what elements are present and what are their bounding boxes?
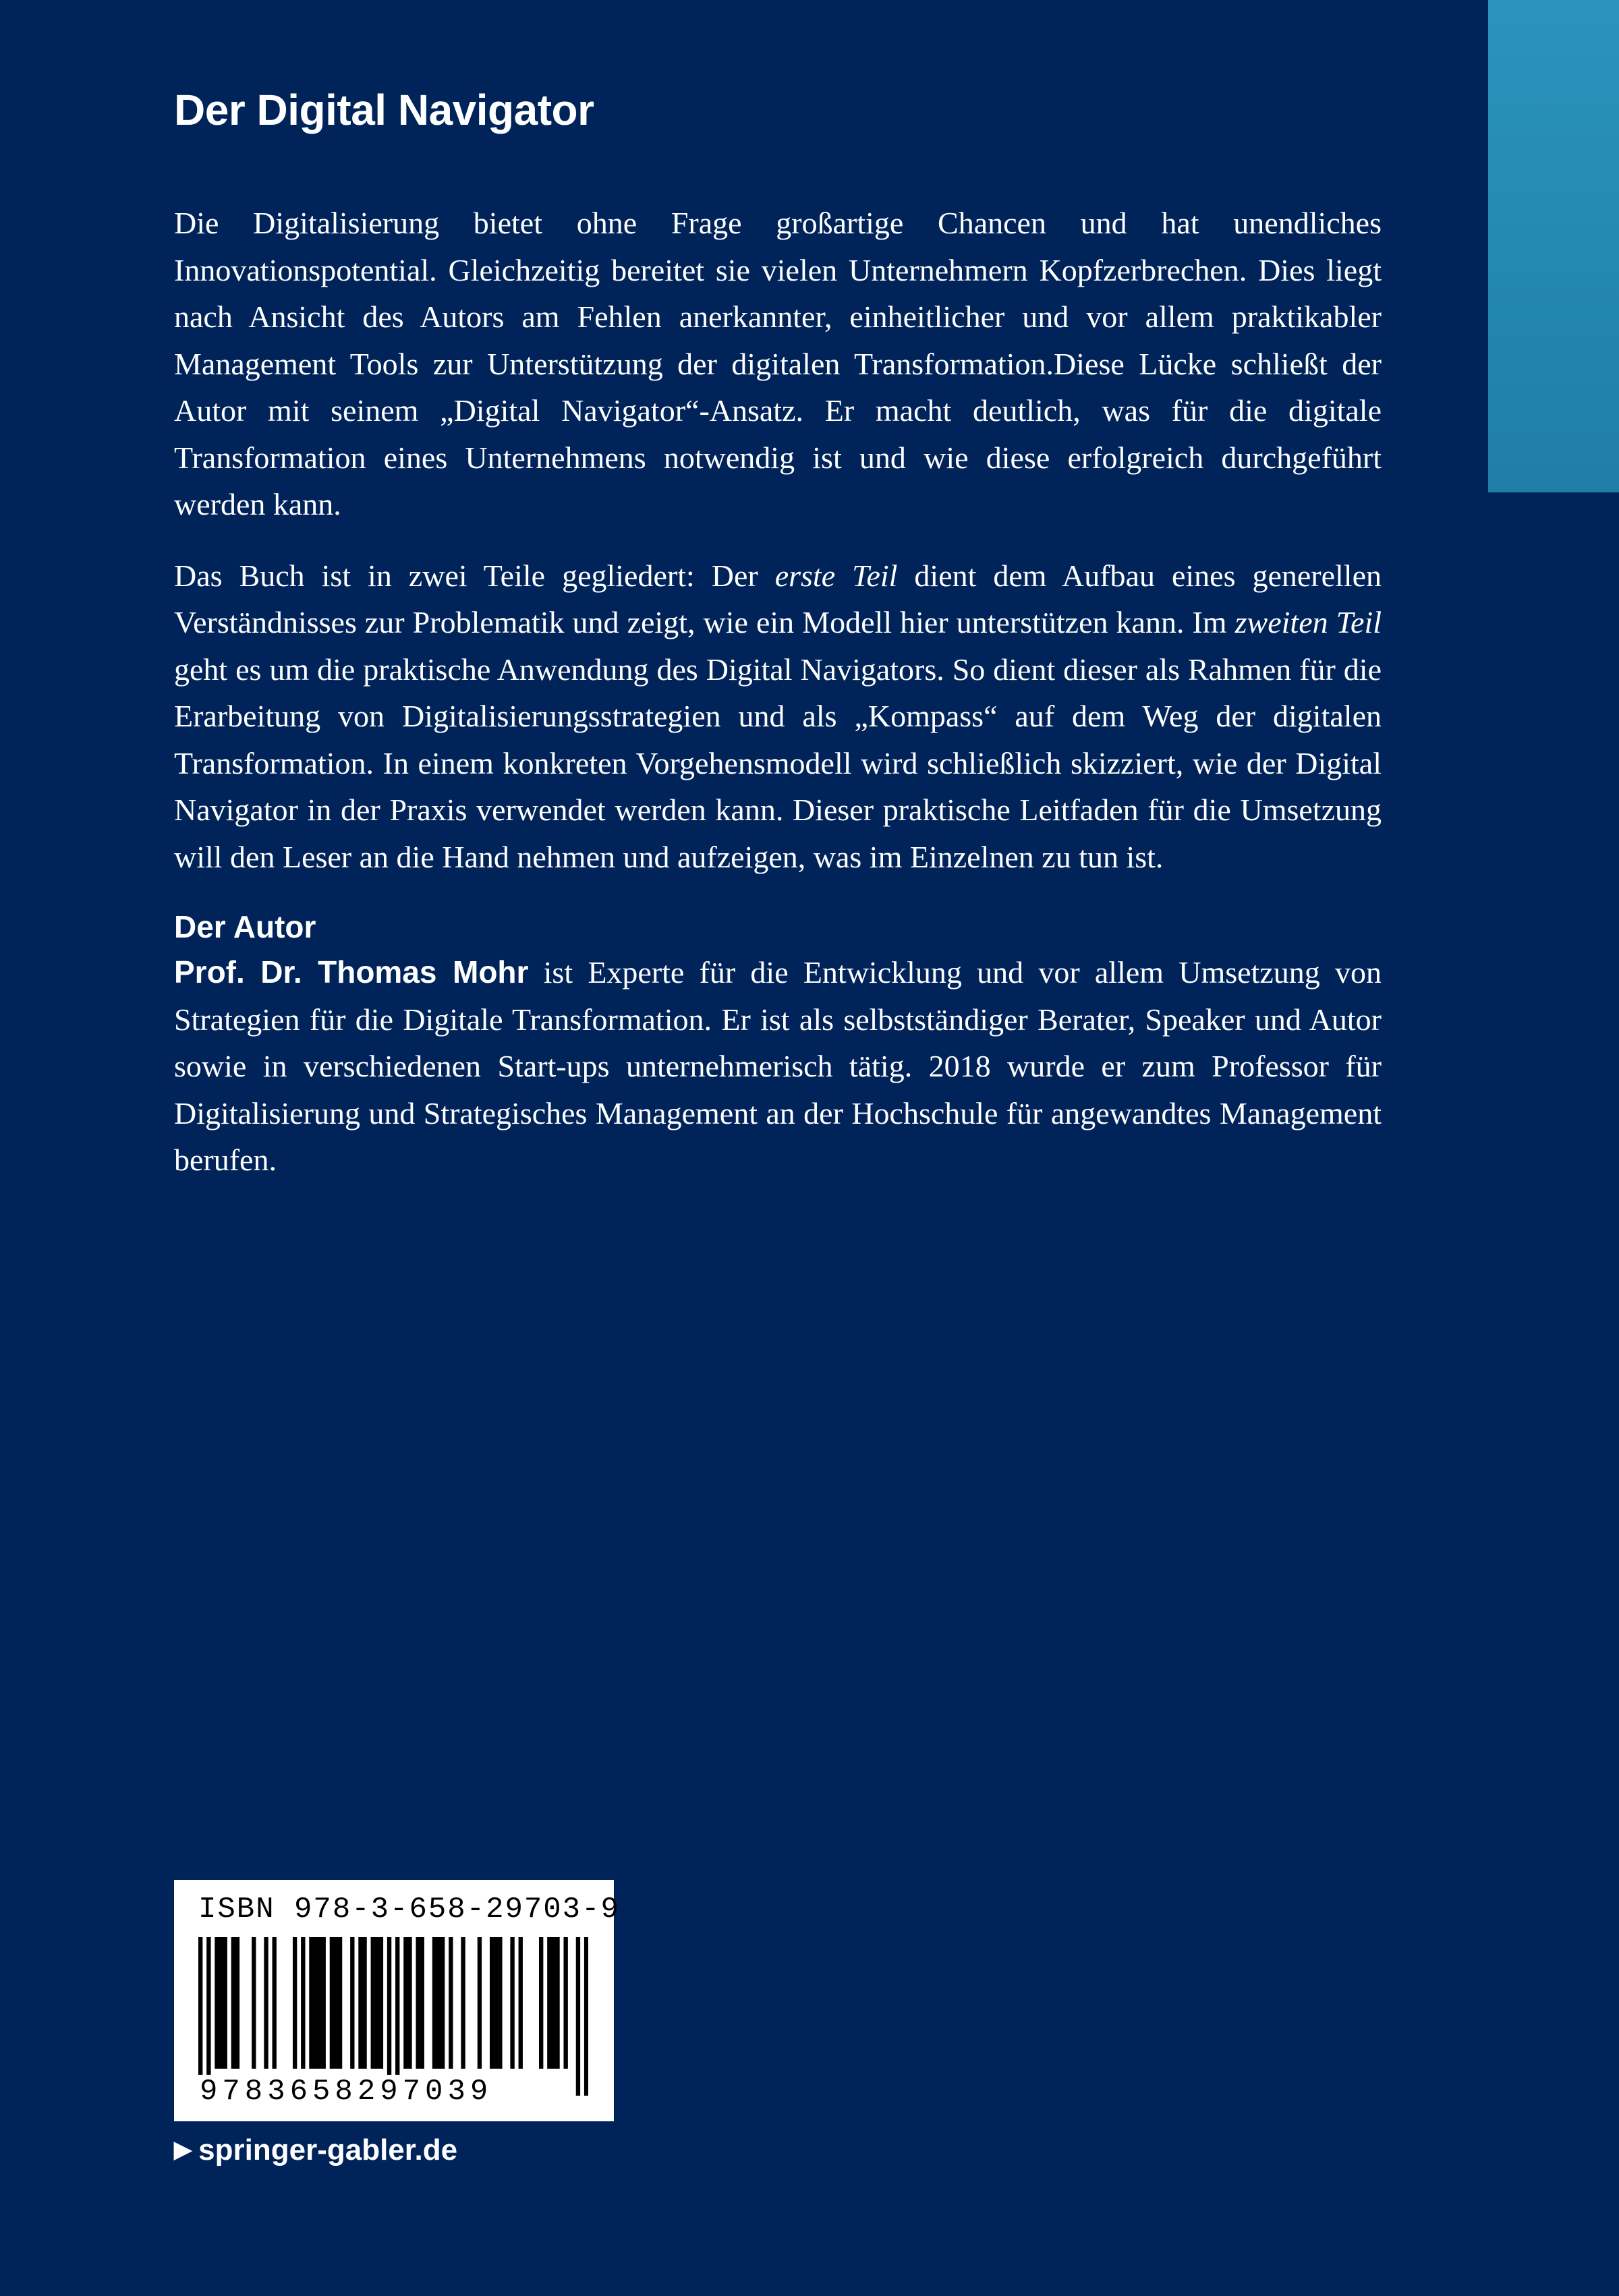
barcode-bar [494,1937,498,2069]
barcode-bar [432,1937,436,2069]
barcode-bar [563,1937,567,2069]
isbn-barcode [174,1880,620,2121]
barcode-bar [322,1937,326,2069]
barcode-bar [235,1937,239,2069]
barcode-bar [215,1937,219,2069]
barcode-bar [490,1937,494,2069]
barcode-bar [416,1937,420,2069]
author-bio-text: ist Experte für die Entwicklung und vor allem Umsetzung von Strategien für die Digitale Transformation. Er ist als selbstständiger Berater, Speaker und Autor sowie in verschiedenen Start-ups unternehmerisch tätig. 2018 wurde er zum Professor für Digitalisierung und Strategisches Management an der Hochschule für angewandtes Management berufen. [174,955,1382,1177]
barcode-bar [252,1937,256,2069]
barcode-bar [358,1937,362,2069]
ean-digits-text: 9783658297039 [200,2075,493,2108]
emphasis-zweiten-teil: zweiten Teil [1234,605,1382,639]
publisher-link[interactable] [174,2129,457,2171]
paragraph-2-text-a: Das Buch ist in zwei Teile gegliedert: Der [174,558,775,593]
barcode-bar [231,1937,235,2069]
book-title: Der Digital Navigator [174,86,594,134]
barcode-bar [338,1937,342,2069]
barcode-bar [441,1937,445,2069]
barcode-bar [436,1937,441,2069]
barcode-bar [330,1937,334,2069]
accent-bar [1488,0,1619,492]
play-triangle-icon: ▶ [174,2137,192,2162]
barcode-bar [555,1937,559,2069]
barcode-bar [375,1937,379,2069]
barcode-bar [379,1937,383,2069]
barcode-bar [223,1937,227,2069]
barcode-bar [309,1937,313,2069]
barcode-bar [551,1937,555,2069]
barcode-bar [313,1937,317,2069]
author-heading: Der Autor [174,909,316,944]
barcode-bar [350,1937,354,2069]
paragraph-2-text-c: geht es um die praktische Anwendung des Digital Navigators. So dient dieser als Rahmen für die Erarbeitung von Digitalisierungsstrategien und als „Kompass“ auf dem Weg der digitalen Transformation. In einem konkreten Vorgehensmodell wird schließlich skizziert, wie der Digital Navigator in der Praxis verwendet werden kann. Dieser praktische Leitfaden für die Umsetzung will den Leser an die Hand nehmen und aufzeigen, was im Einzelnen zu tun ist. [174,652,1382,874]
description-paragraph-1: Die Digitalisierung bietet ohne Frage großartige Chancen und hat unendliches Innovationspotential. Gleichzeitig bereitet sie vielen Unternehmern Kopfzerbrechen. Dies liegt nach Ansicht des Autors am Fehlen anerkannter, einheitlicher und vor allem praktikabler Management Tools zur Unterstützung der digitalen Transformation.Diese Lücke schließt der Autor mit seinem „Digital Navigator“-Ansatz. Er macht deutlich, was für die digitale Transformation eines Unternehmens notwendig ist und wie diese erfolgreich durchgeführt werden kann. [174,206,1382,521]
barcode-bar [371,1937,375,2069]
barcode-bar [403,1937,407,2069]
barcode-bar [362,1937,366,2069]
barcode-bar [420,1937,424,2069]
barcode-bar [219,1937,223,2069]
barcode-bar [273,1937,277,2069]
barcode-bar [519,1937,523,2069]
barcode-bar [293,1937,297,2069]
author-name: Prof. Dr. Thomas Mohr [174,954,529,989]
back-cover-text [174,80,1382,1208]
barcode-bar [547,1937,551,2069]
barcode-bar [461,1937,465,2069]
barcode-bar [510,1937,514,2069]
isbn-number: ISBN 978-3-658-29703-9 [198,1893,620,1926]
publisher-url: springer-gabler.de [198,2133,458,2166]
barcode-bar [301,1937,305,2069]
barcode-bar [317,1937,321,2069]
emphasis-erste-teil: erste Teil [774,558,898,593]
barcode-bar [478,1937,482,2069]
author-bio [174,949,1382,1184]
barcode-bar [264,1937,268,2069]
ean-digits [198,2071,588,2113]
barcode-bar [334,1937,338,2069]
barcode-bar [407,1937,411,2069]
barcode-bar [539,1937,543,2069]
paragraph-2-text-b: dient dem Aufbau eines generellen Verständnisses zur Problematik und zeigt, wie ein Modell hier unterstützen kann. Im [174,558,1382,639]
barcode-bar [449,1937,453,2069]
barcode-bar [498,1937,502,2069]
description-paragraph-2 [174,552,1382,881]
